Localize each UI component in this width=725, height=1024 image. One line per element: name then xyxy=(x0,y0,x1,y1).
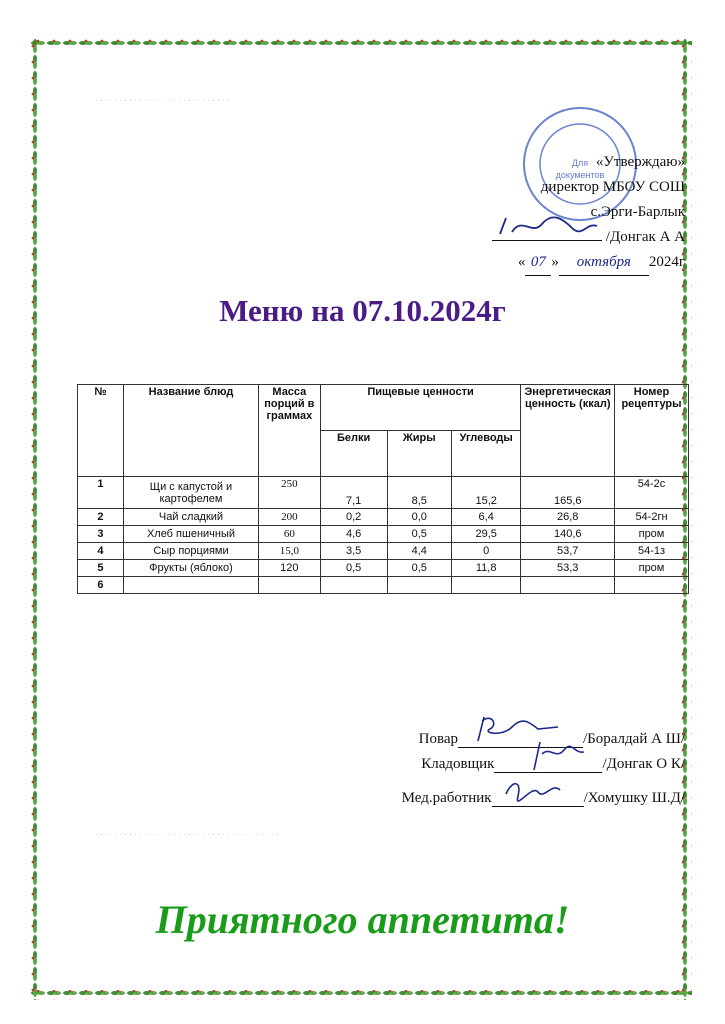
page-title: Меню на 07.10.2024г xyxy=(219,293,506,328)
medic-signature-scribble xyxy=(502,770,582,806)
menu-table xyxy=(77,384,689,594)
approval-month: октября xyxy=(559,250,649,276)
cell-fat xyxy=(387,577,451,594)
cell-energy: 53,7 xyxy=(521,543,615,560)
cell-protein: 4,6 xyxy=(320,526,387,543)
table-row xyxy=(78,577,689,594)
signature-name: /Донгак О К/ xyxy=(602,756,685,772)
bleed-through-text: · · · · · · · · · · · · · · · · · · · · · · · · · · · · xyxy=(95,96,230,105)
approval-block xyxy=(492,150,685,276)
cell-carbs xyxy=(451,577,521,594)
cell-recipe: пром xyxy=(615,526,689,543)
cell-name: Фрукты (яблоко) xyxy=(123,560,258,577)
cell-energy xyxy=(521,577,615,594)
cell-mass: 60 xyxy=(259,526,321,543)
cell-num: 6 xyxy=(78,577,124,594)
table-row xyxy=(78,477,689,509)
approval-line-3: с.Эрги-Барлык xyxy=(590,204,685,220)
cell-carbs: 29,5 xyxy=(451,526,521,543)
approval-line-2: директор МБОУ СОШ xyxy=(540,179,685,195)
signature-name: /Боралдай А Ш/ xyxy=(582,731,685,747)
cell-recipe: 54-2с xyxy=(615,477,689,509)
cell-protein: 7,1 xyxy=(320,477,387,509)
cell-num: 2 xyxy=(78,509,124,526)
header-name: Название блюд xyxy=(123,385,258,477)
approval-line-1: «Утверждаю» xyxy=(595,154,685,170)
header-nutrition: Пищевые ценности xyxy=(320,385,521,431)
cell-fat: 0,5 xyxy=(387,526,451,543)
cell-name: Чай сладкий xyxy=(123,509,258,526)
header-carbs: Углеводы xyxy=(451,431,521,477)
approval-year: 2024г xyxy=(648,254,685,270)
cell-name: Хлеб пшеничный xyxy=(123,526,258,543)
cell-fat: 8,5 xyxy=(387,477,451,509)
cell-num: 4 xyxy=(78,543,124,560)
header-num: № xyxy=(78,385,124,477)
cell-carbs: 6,4 xyxy=(451,509,521,526)
approval-date: « 07 » октября 2024г xyxy=(492,250,685,276)
signature-role: Кладовщик xyxy=(421,756,495,772)
cell-name: Щи с капустой и картофелем xyxy=(123,477,258,509)
cell-fat: 4,4 xyxy=(387,543,451,560)
cell-recipe xyxy=(615,577,689,594)
table-row xyxy=(78,526,689,543)
cell-protein: 3,5 xyxy=(320,543,387,560)
cell-mass: 250 xyxy=(259,477,321,509)
header-fat: Жиры xyxy=(387,431,451,477)
table-row xyxy=(78,560,689,577)
footer-slogan: Приятного аппетита! xyxy=(155,897,570,942)
cell-num: 1 xyxy=(78,477,124,509)
header-recipe: Номер рецептуры xyxy=(615,385,689,477)
storekeeper-signature-scribble xyxy=(504,736,594,772)
bleed-through-text: · · · · · · · · · · · · · · · · · · · · · · · · · · · · · · · · · · · · · · xyxy=(95,830,279,839)
header-energy: Энергетическая ценность (ккал) xyxy=(521,385,615,477)
cell-recipe: пром xyxy=(615,560,689,577)
approval-director-name: /Донгак А А xyxy=(605,229,685,245)
svg-text:Для: Для xyxy=(571,158,589,168)
svg-text:документов: документов xyxy=(555,170,605,180)
cell-energy: 165,6 xyxy=(521,477,615,509)
approval-day: 07 xyxy=(525,250,551,276)
signature-medic xyxy=(402,790,685,807)
cell-fat: 0,5 xyxy=(387,560,451,577)
cell-protein: 0,2 xyxy=(320,509,387,526)
cell-carbs: 0 xyxy=(451,543,521,560)
cell-mass xyxy=(259,577,321,594)
director-signature xyxy=(492,214,602,242)
cell-mass: 200 xyxy=(259,509,321,526)
header-mass: Масса порций в граммах xyxy=(259,385,321,477)
cell-recipe: 54-2гн xyxy=(615,509,689,526)
cell-energy: 26,8 xyxy=(521,509,615,526)
table-row xyxy=(78,509,689,526)
table-row xyxy=(78,543,689,560)
cell-mass: 120 xyxy=(259,560,321,577)
cell-fat: 0,0 xyxy=(387,509,451,526)
cell-protein xyxy=(320,577,387,594)
cell-num: 3 xyxy=(78,526,124,543)
cell-energy: 140,6 xyxy=(521,526,615,543)
cell-name xyxy=(123,577,258,594)
cell-carbs: 11,8 xyxy=(451,560,521,577)
cell-mass: 15,0 xyxy=(259,543,321,560)
cell-protein: 0,5 xyxy=(320,560,387,577)
signature-role: Мед.работник xyxy=(401,790,492,806)
cell-num: 5 xyxy=(78,560,124,577)
cell-recipe: 54-1з xyxy=(615,543,689,560)
cell-carbs: 15,2 xyxy=(451,477,521,509)
cell-energy: 53,3 xyxy=(521,560,615,577)
header-protein: Белки xyxy=(320,431,387,477)
cell-name: Сыр порциями xyxy=(123,543,258,560)
signature-role: Повар xyxy=(418,731,458,747)
approval-signature-line xyxy=(492,225,685,250)
signature-name: /Хомушку Ш.Д/ xyxy=(583,790,685,806)
